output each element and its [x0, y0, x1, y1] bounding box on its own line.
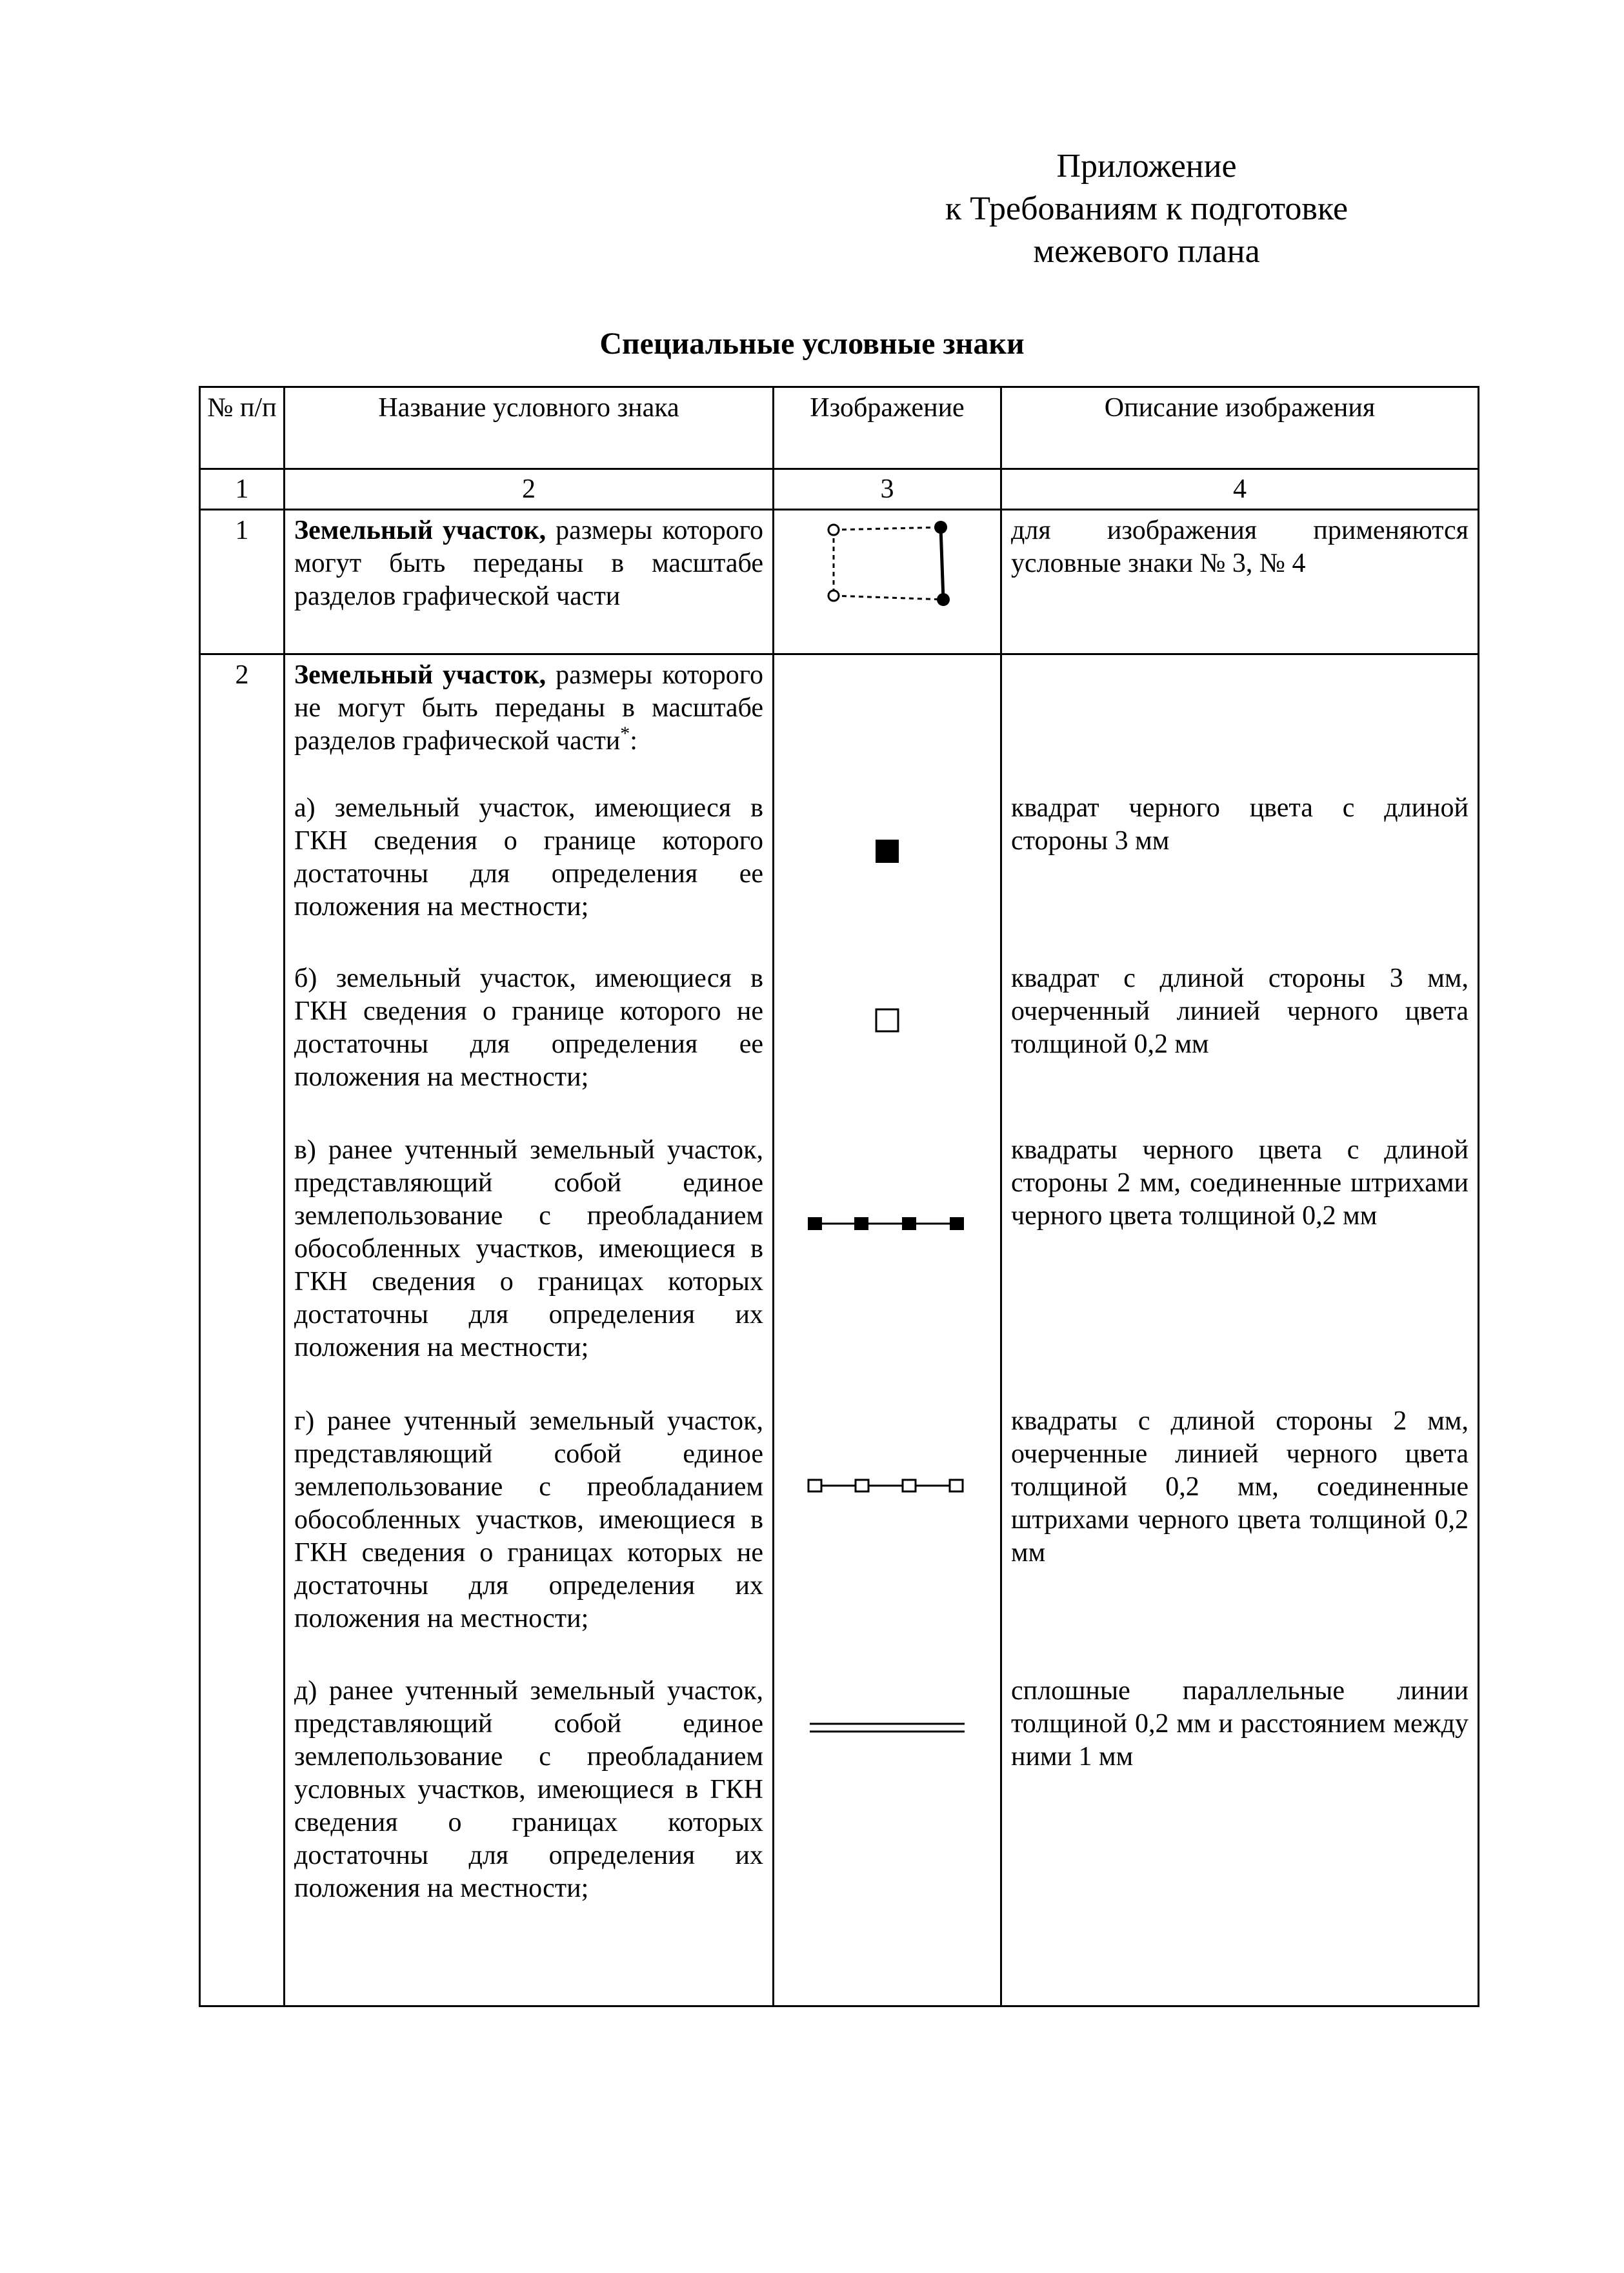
column-number-4: 4: [1001, 469, 1479, 510]
document-title: Специальные условные знаки: [599, 327, 1025, 361]
header-name: Название условного знака: [285, 387, 774, 469]
header-description: Описание изображения: [1001, 387, 1479, 469]
subitem-g-description: квадраты с длиной стороны 2 мм, очерченные линией черного цвета толщиной 0,2 мм, соединенные штрихами черного цвета толщиной 0,2 мм: [1011, 1406, 1469, 1568]
column-numbers-row: [200, 469, 1479, 510]
subitem-v-text: в) ранее учтенный земельный участок, представляющий собой единое землепользование с преобладанием обособленных участков, имеющиеся в ГКН сведения о границах которых достаточны для определения их положения на местности;: [294, 1135, 763, 1362]
table-header-row: [200, 387, 1479, 469]
column-number-1: 1: [200, 469, 285, 510]
symbol-name: [285, 510, 774, 654]
parallel-lines-icon: [774, 1720, 1000, 1735]
symbol-name-text: размеры которого могут быть переданы в масштабе разделов графической части: [294, 516, 763, 611]
appendix-line-3: межевого плана: [1033, 233, 1260, 270]
filled-squares-line-icon: [774, 1214, 1000, 1233]
symbol-name-main: [294, 659, 763, 792]
symbols-table: [199, 386, 1479, 2007]
symbol-image-cell: [774, 510, 1001, 654]
description-spacer: [1011, 659, 1469, 792]
column-number-2: 2: [285, 469, 774, 510]
header-num: № п/п: [200, 387, 285, 469]
symbol-description: для изображения применяются условные знаки № 3, № 4: [1001, 510, 1479, 654]
subitem-d-text: д) ранее учтенный земельный участок, представляющий собой единое землепользование с преобладанием условных участков, имеющиеся в ГКН сведения о границах которых достаточны для определения их положения на местности;: [294, 1676, 763, 1903]
subitem-d-description: сплошные параллельные линии толщиной 0,2 мм и расстоянием между ними 1 мм: [1011, 1676, 1469, 1772]
outline-square-icon: [774, 1007, 1000, 1033]
filled-square-icon: [774, 838, 1000, 864]
symbol-description: [1001, 654, 1479, 2006]
subitem-a-description: квадрат черного цвета с длиной стороны 3 мм: [1011, 793, 1469, 856]
dashed-parcel-icon: [774, 518, 1000, 609]
appendix-line-2: к Требованиям к подготовке: [945, 190, 1348, 227]
symbol-image-cell: [774, 654, 1001, 2006]
subitem-b-text: б) земельный участок, имеющиеся в ГКН сведения о границе которого не достаточны для определения ее положения на местности;: [294, 964, 763, 1092]
row-number: 1: [200, 510, 285, 654]
appendix-line-1: Приложение: [1056, 148, 1237, 185]
table-row: [200, 510, 1479, 654]
subitem-a-text: а) земельный участок, имеющиеся в ГКН сведения о границе которого достаточны для определения ее положения на местности;: [294, 793, 763, 922]
symbol-name-bold: Земельный участок,: [294, 660, 546, 690]
footnote-mark: *: [620, 723, 630, 744]
column-number-3: 3: [774, 469, 1001, 510]
header-image: Изображение: [774, 387, 1001, 469]
row-number: 2: [200, 654, 285, 2006]
symbol-name-bold: Земельный участок,: [294, 516, 546, 545]
subitem-g-text: г) ранее учтенный земельный участок, представляющий собой единое землепользование с преобладанием обособленных участков, имеющиеся в ГКН сведения о границах которых не достаточны для определения их положения на местности;: [294, 1406, 763, 1633]
symbol-name-colon: :: [630, 726, 637, 756]
appendix-heading: [856, 145, 1437, 273]
table-row: [200, 654, 1479, 2006]
subitem-b-description: квадрат с длиной стороны 3 мм, очерченный линией черного цвета толщиной 0,2 мм: [1011, 964, 1469, 1059]
outline-squares-line-icon: [774, 1476, 1000, 1495]
symbol-name: [285, 654, 774, 2006]
symbol-name-text: размеры которого не могут быть переданы в масштабе разделов графической части: [294, 660, 763, 756]
subitem-v-description: квадраты черного цвета с длиной стороны 2 мм, соединенные штрихами черного цвета толщиной 0,2 мм: [1011, 1135, 1469, 1231]
